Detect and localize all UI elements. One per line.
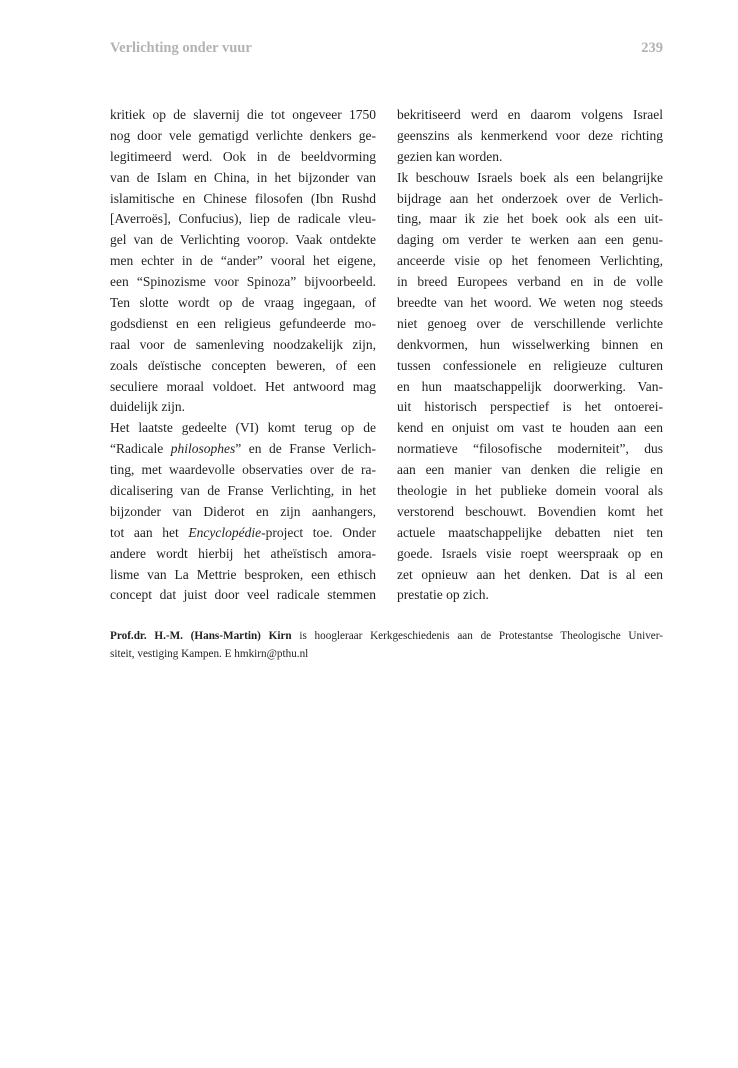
text-segment: -project toe. Onder (261, 524, 376, 540)
text-segment: “Radicale (110, 441, 171, 457)
text-line: prestatie op zich. (397, 587, 489, 603)
text-line: tussen confessionele en religieuze culturen (397, 357, 663, 373)
text-line: andere wordt hierbij het atheïstisch amora- (110, 545, 376, 561)
text-line: Het laatste gedeelte (VI) komt terug op de (110, 420, 376, 436)
running-head-title: Verlichting onder vuur (110, 40, 252, 56)
text-line-with-italic (110, 523, 376, 544)
text-line: ting, met waardevolle observaties over de ra- (110, 462, 376, 478)
italic-term: philosophes (170, 441, 236, 457)
text-line: een “Spinozisme voor Spinoza” bijvoorbeeld. (110, 274, 376, 290)
text-line: anceerde visie op het fenomeen Verlichting, (397, 253, 663, 269)
author-affiliation: is hoogleraar Kerkgeschiedenis aan de Protestantse Theologische Univer- (291, 630, 663, 642)
text-line: zoals deïstische concepten beweren, of een (110, 357, 376, 373)
text-line: bekritiseerd werd en daarom volgens Israel (397, 107, 663, 122)
text-line: in breed Europees verband en in de volle (397, 274, 663, 290)
text-line: bijzonder van Diderot en zijn aanhangers, (110, 503, 376, 519)
text-line: theologie in het publieke domein vooral als (397, 483, 663, 499)
text-line: normatieve “filosofische moderniteit”, dus (397, 441, 663, 457)
text-line: dicalisering van de Franse Verlichting, in het (110, 483, 376, 499)
text-line: Ten slotte wordt op de vraag ingegaan, of (110, 295, 376, 311)
italic-term: Encyclopédie (188, 524, 262, 540)
left-column (110, 105, 376, 606)
author-note (110, 627, 663, 663)
text-line: gezien kan worden. (397, 148, 503, 164)
text-line: lisme van La Mettrie besproken, een ethisch (110, 566, 376, 582)
text-line: kend en onjuist om vast te houden aan een (397, 420, 663, 436)
author-name: Prof.dr. H.-M. (Hans-Martin) Kirn (110, 630, 292, 642)
text-line: denkvormen, hun wisselwerking binnen en (397, 336, 663, 352)
text-line: geenszins als kenmerkend voor deze richting (397, 127, 663, 143)
text-line: men echter in de “ander” vooral het eigene, (110, 253, 376, 269)
author-note-line (110, 627, 663, 645)
text-line: goede. Israels visie roept weerspraak op en (397, 545, 663, 561)
text-line: bijdrage aan het onderzoek over de Verlich- (397, 190, 663, 206)
right-column (397, 105, 663, 606)
page-number: 239 (641, 40, 663, 56)
text-line: islamitische en Chinese filosofen (Ibn Rushd (110, 190, 376, 206)
text-line: ting, maar ik zie het boek ook als een uit- (397, 211, 663, 227)
text-line-with-italic (110, 439, 376, 460)
text-line: Ik beschouw Israels boek als een belangrijke (397, 169, 663, 185)
text-line: en hun maatschappelijk doorwerking. Van- (397, 378, 663, 394)
text-line: verstorend beschouwt. Bovendien komt het (397, 503, 663, 519)
text-line: godsdienst en een religieus gefundeerde mo- (110, 315, 376, 331)
text-line: daging om verder te werken aan een genu- (397, 232, 663, 248)
text-line: duidelijk zijn. (110, 399, 185, 415)
text-line: van de Islam en China, in het bijzonder van (110, 169, 376, 185)
text-line: actuele maatschappelijke debatten niet ten (397, 524, 663, 540)
running-head (110, 40, 663, 62)
text-line: nog door vele gematigd verlichte denkers ge- (110, 127, 376, 143)
text-line: kritiek op de slavernij die tot ongeveer 1750 (110, 107, 376, 122)
text-line: zet opnieuw aan het denken. Dat is al een (397, 566, 663, 582)
text-line: uit historisch perspectief is het ontoerei- (397, 399, 663, 415)
text-line: seculiere moraal voldoet. Het antwoord mag (110, 378, 376, 394)
text-line: aan een manier van denken die religie en (397, 462, 663, 478)
text-line: gel van de Verlichting voorop. Vaak ontdekte (110, 232, 376, 248)
text-line: raal voor de samenleving noodzakelijk zijn, (110, 336, 376, 352)
text-line: breedte van het woord. We weten nog steeds (397, 295, 663, 311)
text-line: concept dat juist door veel radicale stemmen (110, 587, 376, 603)
text-segment: ” en de Franse Verlich- (235, 441, 377, 457)
text-line: niet genoeg over de verschillende verlichte (397, 315, 663, 331)
text-segment: tot aan het (110, 524, 189, 540)
text-line: [Averroës], Confucius), liep de radicale vleu- (110, 211, 376, 227)
author-note-line: siteit, vestiging Kampen. E hmkirn@pthu.nl (110, 648, 309, 660)
text-line: legitimeerd werd. Ook in de beeldvorming (110, 148, 376, 164)
